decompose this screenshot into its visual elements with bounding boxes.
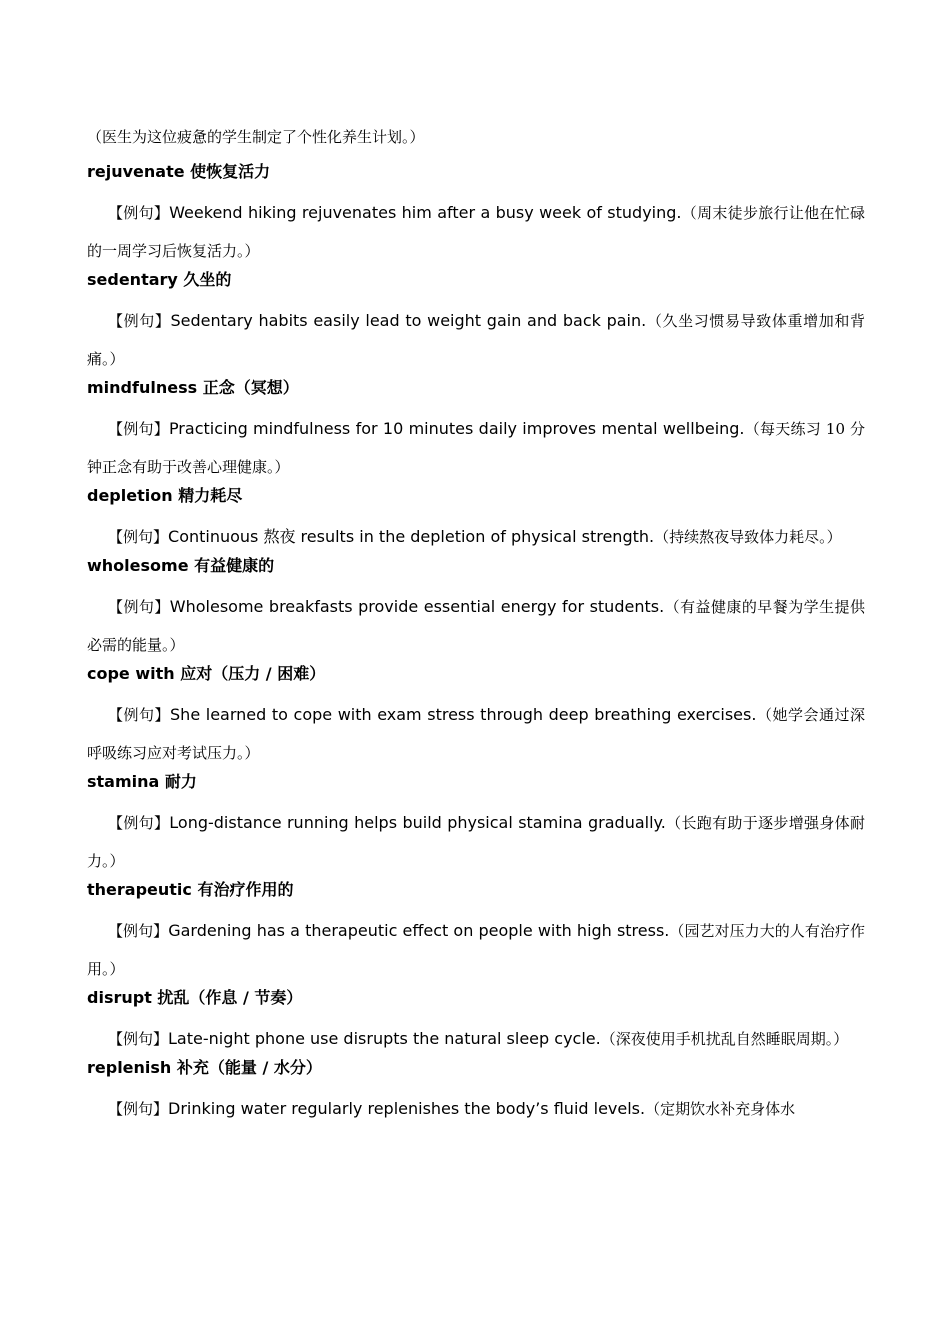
example-tag: 【例句】 bbox=[108, 1100, 169, 1118]
carryover-translation: （医生为这位疲惫的学生制定了个性化养生计划。） bbox=[87, 128, 425, 146]
example-english: Late-night phone use disrupts the natural sleep cycle. bbox=[168, 1029, 601, 1048]
term-word: rejuvenate bbox=[87, 162, 185, 181]
term-heading bbox=[87, 985, 865, 1011]
vocabulary-entry bbox=[87, 985, 865, 1058]
term-heading bbox=[87, 769, 865, 795]
term-word: wholesome bbox=[87, 556, 189, 575]
example-english: Weekend hiking rejuvenates him after a busy week of studying. bbox=[169, 203, 682, 222]
example-english: Practicing mindfulness for 10 minutes daily improves mental wellbeing. bbox=[168, 419, 745, 438]
example-chinese: （定期饮水补充身体水 bbox=[645, 1100, 796, 1118]
example-sentence bbox=[87, 588, 865, 664]
vocabulary-entry bbox=[87, 877, 865, 988]
example-sentence bbox=[87, 1020, 865, 1058]
vocabulary-entry bbox=[87, 553, 865, 664]
vocabulary-entry bbox=[87, 661, 865, 772]
example-sentence bbox=[87, 1090, 865, 1128]
term-word: therapeutic bbox=[87, 880, 192, 899]
example-sentence bbox=[87, 696, 865, 772]
vocabulary-entry bbox=[87, 769, 865, 880]
example-english: She learned to cope with exam stress through deep breathing exercises. bbox=[170, 705, 757, 724]
term-heading bbox=[87, 877, 865, 903]
term-heading bbox=[87, 483, 865, 509]
term-word: sedentary bbox=[87, 270, 178, 289]
term-heading bbox=[87, 1055, 865, 1081]
example-sentence bbox=[87, 912, 865, 988]
example-sentence bbox=[87, 194, 865, 270]
term-meaning: 久坐的 bbox=[183, 270, 232, 289]
term-meaning: 扰乱（作息 / 节奏） bbox=[157, 988, 303, 1007]
term-meaning: 精力耗尽 bbox=[178, 486, 243, 505]
term-heading bbox=[87, 267, 865, 293]
term-meaning: 耐力 bbox=[164, 772, 197, 791]
term-word: mindfulness bbox=[87, 378, 198, 397]
example-chinese: （久坐习惯易导致体重增加和背痛。） bbox=[87, 312, 865, 368]
vocabulary-list bbox=[87, 159, 865, 1128]
example-tag: 【例句】 bbox=[108, 814, 170, 832]
term-meaning: 补充（能量 / 水分） bbox=[176, 1058, 322, 1077]
example-chinese: （每天练习 10 分钟正念有助于改善心理健康。） bbox=[87, 420, 866, 476]
example-tag: 【例句】 bbox=[108, 1030, 169, 1048]
document-page bbox=[87, 124, 865, 1125]
vocabulary-entry bbox=[87, 267, 865, 378]
example-english: Sedentary habits easily lead to weight gain and back pain. bbox=[170, 311, 647, 330]
example-english: Gardening has a therapeutic effect on people with high stress. bbox=[168, 921, 670, 940]
term-word: stamina bbox=[87, 772, 160, 791]
term-heading bbox=[87, 553, 865, 579]
term-meaning: 使恢复活力 bbox=[190, 162, 271, 181]
term-word: replenish bbox=[87, 1058, 172, 1077]
example-tag: 【例句】 bbox=[108, 528, 169, 546]
example-tag: 【例句】 bbox=[108, 420, 169, 438]
term-word: disrupt bbox=[87, 988, 152, 1007]
example-english: Drinking water regularly replenishes the body’s fluid levels. bbox=[168, 1099, 646, 1118]
term-meaning: 有治疗作用的 bbox=[197, 880, 294, 899]
example-tag: 【例句】 bbox=[108, 312, 171, 330]
term-heading bbox=[87, 375, 865, 401]
term-meaning: 应对（压力 / 困难） bbox=[180, 664, 326, 683]
example-tag: 【例句】 bbox=[108, 922, 169, 940]
term-word: cope with bbox=[87, 664, 175, 683]
vocabulary-entry bbox=[87, 159, 865, 270]
example-english: Continuous 熬夜 results in the depletion of physical strength. bbox=[168, 527, 655, 546]
vocabulary-entry bbox=[87, 375, 865, 486]
example-sentence bbox=[87, 518, 865, 556]
example-sentence bbox=[87, 804, 865, 880]
example-chinese: （周末徒步旅行让他在忙碌的一周学习后恢复活力。） bbox=[87, 204, 865, 260]
term-word: depletion bbox=[87, 486, 173, 505]
example-chinese: （她学会通过深呼吸练习应对考试压力。） bbox=[87, 706, 865, 762]
example-tag: 【例句】 bbox=[108, 706, 171, 724]
example-chinese: （深夜使用手机扰乱自然睡眠周期。） bbox=[600, 1030, 849, 1048]
example-sentence bbox=[87, 410, 865, 486]
example-chinese: （长跑有助于逐步增强身体耐力。） bbox=[87, 814, 865, 870]
term-meaning: 正念（冥想） bbox=[202, 378, 299, 397]
term-meaning: 有益健康的 bbox=[194, 556, 275, 575]
example-tag: 【例句】 bbox=[108, 598, 170, 616]
example-chinese: （有益健康的早餐为学生提供必需的能量。） bbox=[87, 598, 865, 654]
example-chinese: （园艺对压力大的人有治疗作用。） bbox=[87, 922, 865, 978]
example-sentence bbox=[87, 302, 865, 378]
example-tag: 【例句】 bbox=[108, 204, 170, 222]
vocabulary-entry bbox=[87, 1055, 865, 1128]
example-chinese: （持续熬夜导致体力耗尽。） bbox=[654, 528, 842, 546]
example-english: Wholesome breakfasts provide essential energy for students. bbox=[169, 597, 665, 616]
term-heading bbox=[87, 159, 865, 185]
term-heading bbox=[87, 661, 865, 687]
vocabulary-entry bbox=[87, 483, 865, 556]
example-english: Long-distance running helps build physical stamina gradually. bbox=[169, 813, 666, 832]
